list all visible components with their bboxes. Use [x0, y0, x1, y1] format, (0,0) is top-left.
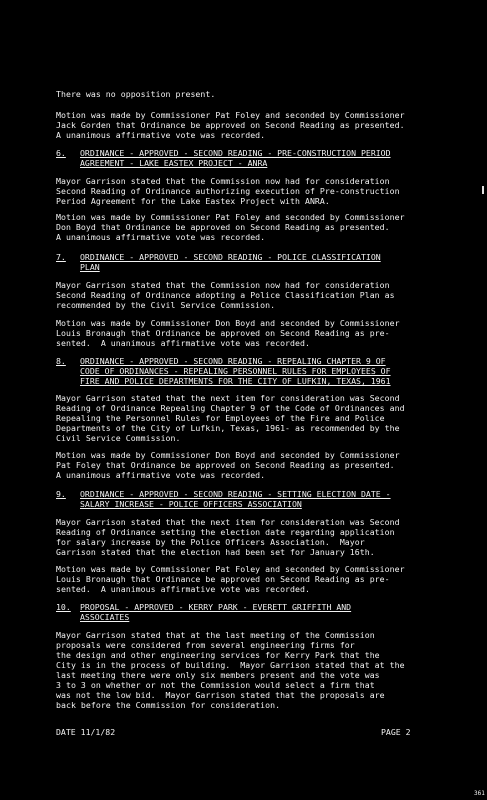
item-6-number: 6.	[56, 148, 66, 158]
item-10-heading: PROPOSAL - APPROVED - KERRY PARK - EVERETT GRIFFITH AND ASSOCIATES	[80, 602, 352, 622]
footer-page-number: PAGE 2	[381, 727, 411, 737]
scan-edge-mark	[482, 186, 485, 194]
discussion-paragraph-1: Mayor Garrison stated that the Commission now had for consideration Second Reading of Ordinance authorizing execution of Pre-construction Period Agreement for the Lake Eastex Project with ANRA.	[56, 176, 400, 206]
opening-line: There was no opposition present.	[56, 89, 216, 99]
agenda-item-8	[56, 356, 460, 396]
motion-paragraph-4: Motion was made by Commissioner Don Boyd and seconded by Commissioner Pat Foley that Ordinance be approved on Second Reading as presented. A unanimous affirmative vote was recorded.	[56, 450, 400, 480]
item-8-heading: ORDINANCE - APPROVED - SECOND READING - REPEALING CHAPTER 9 OF CODE OF ORDINANCES - REPEALING PERSONNEL RULES FOR EMPLOYEES OF FIRE AND POLICE DEPARTMENTS FOR THE CITY OF LUFKIN, TEXAS, 1961	[80, 356, 391, 386]
footer-date: DATE 11/1/82	[56, 727, 116, 737]
discussion-paragraph-4: Mayor Garrison stated that the next item for consideration was Second Reading of Ordinance setting the election date regarding application for salary increase by the Police Officers Association. Mayor Garrison stated that the election had been set for January 16th.	[56, 517, 400, 557]
discussion-paragraph-2: Mayor Garrison stated that the Commission now had for consideration Second Reading of Ordinance adopting a Police Classification Plan as recommended by the Civil Service Commission.	[56, 280, 395, 310]
motion-paragraph-1: Motion was made by Commissioner Pat Foley and seconded by Commissioner Jack Gorden that Ordinance be approved on Second Reading as presented. A unanimous affirmative vote was recorded.	[56, 110, 405, 140]
item-7-heading: ORDINANCE - APPROVED - SECOND READING - POLICE CLASSIFICATION PLAN	[80, 252, 381, 272]
motion-paragraph-3: Motion was made by Commissioner Don Boyd and seconded by Commissioner Louis Bronaugh that Ordinance be approved on Second Reading as pre- sented. A unanimous affirmative vote was recorded.	[56, 318, 400, 348]
item-8-number: 8.	[56, 356, 66, 366]
item-10-number: 10.	[56, 602, 71, 612]
item-7-number: 7.	[56, 252, 66, 262]
motion-paragraph-5: Motion was made by Commissioner Pat Foley and seconded by Commissioner Louis Bronaugh that Ordinance be approved on Second Reading as pre- sented. A unanimous affirmative vote was recorded.	[56, 564, 405, 594]
item-6-heading: ORDINANCE - APPROVED - SECOND READING - PRE-CONSTRUCTION PERIOD AGREEMENT - LAKE EASTEX PROJECT - ANRA	[80, 148, 391, 168]
discussion-paragraph-3: Mayor Garrison stated that the next item for consideration was Second Reading of Ordinance Repealing Chapter 9 of the Code of Ordinances and Repealing the Personnel Rules for Employees of the Fire and Police Departments of the City of Lufkin, Texas, 1961- as recommended by the Civil Service Commission.	[56, 393, 405, 443]
discussion-paragraph-5: Mayor Garrison stated that at the last meeting of the Commission proposals were considered from several engineering firms for the design and other engineering services for Kerry Park that the City is in the process of building. Mayor Garrison stated that at the last meeting there were only six members present and the vote was 3 to 3 on whether or not the Commission would select a firm that was not the low bid. Mayor Garrison stated that the proposals are back before the Commission for consideration.	[56, 630, 405, 710]
item-9-heading: ORDINANCE - APPROVED - SECOND READING - SETTING ELECTION DATE - SALARY INCREASE - POLICE OFFICERS ASSOCIATION	[80, 489, 391, 509]
corner-page-stamp: 361	[474, 790, 485, 797]
item-9-number: 9.	[56, 489, 66, 499]
motion-paragraph-2: Motion was made by Commissioner Pat Foley and seconded by Commissioner Don Boyd that Ordinance be approved on Second Reading as presented. A unanimous affirmative vote was recorded.	[56, 212, 405, 242]
